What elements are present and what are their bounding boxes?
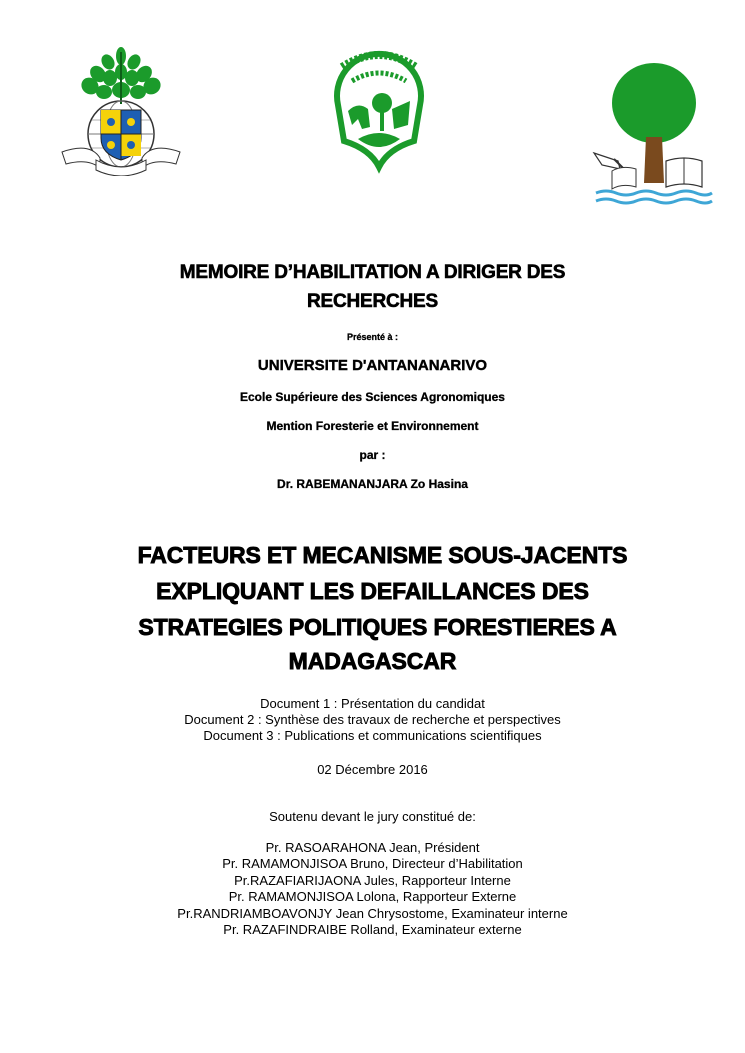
essa-emblem-logo: [318, 45, 440, 177]
tree-icon: [592, 63, 714, 209]
document-item: Document 1 : Présentation du candidat: [260, 696, 485, 711]
university-name: UNIVERSITE D'ANTANANARIVO: [257, 357, 488, 374]
jury-member: Pr. RAZAFINDRAIBE Rolland, Examinateur externe: [223, 922, 522, 938]
university-crest-icon: [60, 46, 182, 176]
author-name: Dr. RABEMANANJARA Zo Hasina: [277, 477, 468, 491]
essa-emblem-icon: [318, 45, 440, 177]
defense-date: 02 Décembre 2016: [317, 762, 428, 777]
presented-to: Présenté à :: [346, 332, 399, 342]
jury-intro: Soutenu devant le jury constitué de:: [269, 809, 476, 824]
thesis-title-line-1: FACTEURS ET MECANISME SOUS-JACENTS: [137, 542, 628, 568]
thesis-title-line-2: EXPLIQUANT LES DEFAILLANCES DES: [156, 578, 589, 604]
jury-member: Pr. RAMAMONJISOA Lolona, Rapporteur Externe: [228, 889, 517, 905]
document-item: Document 2 : Synthèse des travaux de recherche et perspectives: [184, 712, 561, 727]
jury-member: Pr. RAMAMONJISOA Bruno, Directeur d’Habilitation: [222, 856, 523, 872]
jury-member: Pr.RAZAFIARIJAONA Jules, Rapporteur Interne: [234, 872, 511, 888]
mention-name: Mention Foresterie et Environnement: [266, 419, 479, 433]
jury-member: Pr.RANDRIAMBOAVONJY Jean Chrysostome, Examinateur interne: [177, 905, 568, 921]
by-label: par :: [359, 448, 386, 462]
thesis-title-line-4: MADAGASCAR: [288, 648, 457, 674]
document-item: Document 3 : Publications et communications scientifiques: [203, 728, 542, 743]
forestry-tree-logo: [592, 63, 714, 209]
documents-list: [0, 696, 745, 744]
title-line-1: MEMOIRE D’HABILITATION A DIRIGER DES: [179, 262, 566, 283]
title-line-2: RECHERCHES: [306, 291, 439, 312]
thesis-title-line-3: STRATEGIES POLITIQUES FORESTIERES A: [138, 614, 617, 640]
school-name: Ecole Supérieure des Sciences Agronomiques: [240, 390, 505, 404]
jury-list: [0, 840, 745, 938]
university-crest-logo: [60, 46, 182, 176]
jury-member: Pr. RASOARAHONA Jean, Président: [265, 840, 480, 855]
